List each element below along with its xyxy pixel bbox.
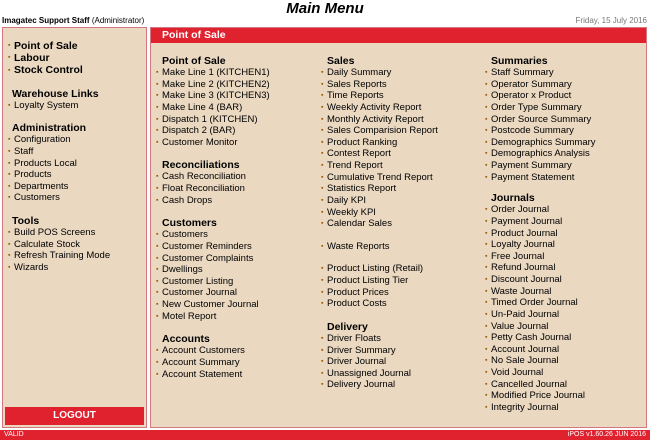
status-bar <box>0 430 650 440</box>
menu-column <box>156 55 316 380</box>
bullet-icon: ▪ <box>485 206 488 214</box>
menu-item[interactable]: ▪ Payment Summary <box>485 160 572 172</box>
bullet-icon: ▪ <box>156 266 159 274</box>
bullet-icon: ▪ <box>485 162 488 169</box>
sidebar-item-customers[interactable]: ▪ Customers <box>8 192 60 204</box>
bullet-icon: ▪ <box>321 358 324 366</box>
bullet-icon: ▪ <box>485 264 488 272</box>
sidebar-item-stock-control[interactable]: ▪ Stock Control <box>8 64 83 77</box>
bullet-icon: ▪ <box>321 103 324 111</box>
menu-item[interactable]: ▪ Free Journal <box>485 250 545 262</box>
menu-item[interactable]: ▪ Customer Listing <box>156 275 234 287</box>
sidebar-item-refresh-training-mode[interactable]: ▪ Refresh Training Mode <box>8 250 111 262</box>
bullet-icon: ▪ <box>321 369 324 377</box>
menu-section-list <box>485 204 645 413</box>
menu-section-list <box>321 67 481 230</box>
bullet-icon: ▪ <box>321 162 324 169</box>
bullet-icon: ▪ <box>321 381 324 389</box>
bullet-icon: ▪ <box>485 92 488 100</box>
bullet-icon: ▪ <box>485 392 488 400</box>
bullet-icon: ▪ <box>156 231 159 239</box>
menu-item[interactable]: ▪ Product Listing Tier <box>321 275 409 287</box>
bullet-icon: ▪ <box>8 240 11 248</box>
menu-item[interactable]: ▪ Demographics Analysis <box>485 148 590 160</box>
bullet-icon: ▪ <box>485 345 488 353</box>
sidebar-item-products-local[interactable]: ▪ Products Local <box>8 157 77 169</box>
bullet-icon: ▪ <box>156 103 159 111</box>
current-date: Friday, 15 July 2016 <box>575 16 647 25</box>
menu-item[interactable]: ▪ Make Line 2 (KITCHEN2) <box>156 78 270 90</box>
bullet-icon: ▪ <box>321 150 324 158</box>
menu-item[interactable]: ▪ Loyalty Journal <box>485 239 555 251</box>
menu-item[interactable]: ▪ Delivery Journal <box>321 379 396 391</box>
sidebar-group-list <box>3 100 146 112</box>
bullet-icon: ▪ <box>485 357 488 365</box>
menu-section-title: Sales <box>327 55 355 67</box>
bullet-icon: ▪ <box>8 101 11 109</box>
menu-section-list <box>321 241 481 253</box>
bullet-icon: ▪ <box>485 369 488 376</box>
bullet-icon: ▪ <box>8 136 11 144</box>
bullet-icon: ▪ <box>156 185 159 192</box>
bullet-icon: ▪ <box>321 185 324 193</box>
sidebar-group-title: Tools <box>12 215 40 228</box>
bullet-icon: ▪ <box>156 69 159 76</box>
menu-section-list <box>156 67 316 148</box>
sidebar-group-title: Administration <box>12 122 87 135</box>
menu-item[interactable]: ▪ Motel Report <box>156 310 217 322</box>
menu-item[interactable]: ▪ Account Summary <box>156 357 240 369</box>
bullet-icon: ▪ <box>156 138 159 146</box>
menu-item[interactable]: ▪ Dispatch 1 (KITCHEN) <box>156 113 258 125</box>
menu-item[interactable]: ▪ Un-Paid Journal <box>485 309 560 321</box>
menu-item[interactable]: ▪ Discount Journal <box>485 274 562 286</box>
bullet-icon: ▪ <box>8 182 11 190</box>
menu-item[interactable]: ▪ Product Prices <box>321 286 389 298</box>
menu-item[interactable]: ▪ Staff Summary <box>485 67 554 79</box>
logout-button[interactable]: LOGOUT <box>5 407 144 425</box>
bullet-icon: ▪ <box>485 138 488 146</box>
sidebar-item-configuration[interactable]: ▪ Configuration <box>8 134 71 146</box>
bullet-icon: ▪ <box>156 289 159 297</box>
menu-item[interactable]: ▪ Daily Summary <box>321 67 392 79</box>
menu-item[interactable]: ▪ Dwellings <box>156 264 203 276</box>
menu-item[interactable]: ▪ Make Line 1 (KITCHEN1) <box>156 67 270 79</box>
menu-item[interactable]: ▪ Make Line 3 (KITCHEN3) <box>156 90 270 102</box>
bullet-icon: ▪ <box>321 265 324 273</box>
bullet-icon: ▪ <box>485 403 488 411</box>
sidebar-item-labour[interactable]: ▪ Labour <box>8 52 50 65</box>
menu-section-list <box>321 263 481 310</box>
bullet-icon: ▪ <box>156 277 159 285</box>
main-panel-header: Point of Sale <box>151 28 646 43</box>
sidebar-group-title: Warehouse Links <box>12 87 99 100</box>
menu-section-title: Journals <box>491 192 535 205</box>
menu-item[interactable]: ▪ Unassigned Journal <box>321 367 411 379</box>
menu-item[interactable]: ▪ Account Customers <box>156 345 245 357</box>
sidebar-item-departments[interactable]: ▪ Departments <box>8 181 69 192</box>
sidebar-item-build-pos-screens[interactable]: ▪ Build POS Screens <box>8 227 96 239</box>
bullet-icon: ▪ <box>156 127 159 135</box>
bullet-icon: ▪ <box>156 173 159 181</box>
menu-item[interactable]: ▪ Driver Journal <box>321 356 387 368</box>
menu-item[interactable]: ▪ Postcode Summary <box>485 125 574 137</box>
menu-item[interactable]: ▪ Refund Journal <box>485 262 556 274</box>
menu-item[interactable]: ▪ Sales Comparision Report <box>321 125 438 137</box>
sidebar-top-list <box>3 40 146 77</box>
menu-item[interactable]: ▪ Customers <box>156 229 208 241</box>
menu-section-list <box>321 333 481 391</box>
version-label: iPOS v1.60.26 JUN 2016 <box>567 431 646 438</box>
menu-item[interactable]: ▪ Order Type Summary <box>485 102 582 114</box>
bullet-icon: ▪ <box>485 287 488 295</box>
menu-item[interactable]: ▪ Sales Reports <box>321 78 387 90</box>
sidebar-item-products[interactable]: ▪ Products <box>8 169 52 181</box>
menu-section-title: Point of Sale <box>162 55 226 67</box>
bullet-icon: ▪ <box>485 103 488 111</box>
menu-item[interactable]: ▪ Float Reconciliation <box>156 183 245 195</box>
menu-item[interactable]: ▪ Void Journal <box>485 367 544 379</box>
bullet-icon: ▪ <box>485 380 488 388</box>
menu-item[interactable]: ▪ Operator Summary <box>485 78 572 90</box>
menu-section-title: Accounts <box>162 333 210 346</box>
menu-section-title: Summaries <box>491 55 548 67</box>
menu-item[interactable]: ▪ No Sale Journal <box>485 355 559 367</box>
bullet-icon: ▪ <box>485 69 488 76</box>
sidebar-group-list <box>3 134 146 204</box>
bullet-icon: ▪ <box>485 217 488 225</box>
bullet-icon: ▪ <box>485 150 488 158</box>
sidebar <box>2 27 147 428</box>
bullet-icon: ▪ <box>321 346 324 354</box>
bullet-icon: ▪ <box>485 173 488 181</box>
bullet-icon: ▪ <box>156 115 159 123</box>
bullet-icon: ▪ <box>321 138 324 146</box>
menu-item[interactable]: ▪ Contest Report <box>321 148 391 160</box>
bullet-icon: ▪ <box>485 310 488 318</box>
menu-section-list <box>156 345 316 380</box>
menu-item[interactable]: ▪ Operator x Product <box>485 90 572 102</box>
menu-item[interactable]: ▪ Time Reports <box>321 90 384 102</box>
status-valid: VALID <box>4 431 24 438</box>
menu-item[interactable]: ▪ Product Journal <box>485 227 558 239</box>
menu-item[interactable]: ▪ Monthly Activity Report <box>321 113 424 125</box>
menu-item[interactable]: ▪ Modified Price Journal <box>485 390 585 402</box>
sidebar-item-staff[interactable]: ▪ Staff <box>8 146 34 158</box>
menu-item[interactable]: ▪ Daily KPI <box>321 195 367 207</box>
bullet-icon: ▪ <box>8 252 11 260</box>
bullet-icon: ▪ <box>485 252 488 260</box>
bullet-icon: ▪ <box>156 196 159 204</box>
menu-item[interactable]: ▪ Waste Journal <box>485 285 552 297</box>
menu-item[interactable]: ▪ Trend Report <box>321 160 383 172</box>
menu-item[interactable]: ▪ Product Ranking <box>321 136 398 148</box>
sidebar-item-wizards[interactable]: ▪ Wizards <box>8 262 49 274</box>
menu-item[interactable]: ▪ Weekly Activity Report <box>321 102 422 114</box>
bullet-icon: ▪ <box>321 334 324 342</box>
menu-item[interactable]: ▪ Value Journal <box>485 320 549 332</box>
menu-section-title: Customers <box>162 217 217 230</box>
menu-item[interactable]: ▪ Cash Drops <box>156 194 213 206</box>
menu-item[interactable]: ▪ Customer Reminders <box>156 241 252 253</box>
bullet-icon: ▪ <box>156 358 159 366</box>
bullet-icon: ▪ <box>8 194 11 202</box>
bullet-icon: ▪ <box>156 242 159 250</box>
menu-column <box>485 55 645 414</box>
user-role: (Administrator) <box>91 16 145 25</box>
bullet-icon: ▪ <box>485 229 488 237</box>
menu-item[interactable]: ▪ Account Statement <box>156 368 243 380</box>
bullet-icon: ▪ <box>8 66 11 74</box>
bullet-icon: ▪ <box>321 288 324 296</box>
bullet-icon: ▪ <box>321 208 324 216</box>
bullet-icon: ▪ <box>321 196 324 204</box>
bullet-icon: ▪ <box>321 300 324 308</box>
menu-item[interactable]: ▪ Driver Summary <box>321 344 396 356</box>
bullet-icon: ▪ <box>321 220 324 228</box>
bullet-icon: ▪ <box>321 69 324 76</box>
menu-item[interactable]: ▪ Driver Floats <box>321 333 381 345</box>
menu-section-list <box>485 67 645 183</box>
bullet-icon: ▪ <box>8 159 11 167</box>
bullet-icon: ▪ <box>156 92 159 100</box>
menu-item[interactable]: ▪ Account Journal <box>485 343 560 355</box>
bullet-icon: ▪ <box>156 254 159 262</box>
menu-column <box>321 55 481 391</box>
user-name: Imagatec Support Staff <box>2 16 90 25</box>
menu-item[interactable]: ▪ Demographics Summary <box>485 136 596 148</box>
menu-item[interactable]: ▪ Customer Complaints <box>156 252 254 264</box>
menu-section-title: Reconciliations <box>162 159 240 172</box>
menu-section-list <box>156 229 316 322</box>
menu-item[interactable]: ▪ Payment Statement <box>485 171 575 183</box>
bullet-icon: ▪ <box>8 54 11 62</box>
bullet-icon: ▪ <box>156 312 159 320</box>
bullet-icon: ▪ <box>485 334 488 342</box>
bullet-icon: ▪ <box>485 241 488 249</box>
bullet-icon: ▪ <box>8 229 11 237</box>
page-title: Main Menu <box>286 0 364 17</box>
user-info <box>2 16 144 25</box>
menu-item[interactable]: ▪ Make Line 4 (BAR) <box>156 102 243 114</box>
menu-item[interactable]: ▪ Waste Reports <box>321 240 390 252</box>
menu-section-title: Delivery <box>327 320 368 333</box>
menu-item[interactable]: ▪ Cash Reconciliation <box>156 171 246 183</box>
bullet-icon: ▪ <box>321 127 324 135</box>
bullet-icon: ▪ <box>485 276 488 283</box>
menu-item[interactable]: ▪ Order Source Summary <box>485 113 592 125</box>
menu-item[interactable]: ▪ Cumulative Trend Report <box>321 171 433 183</box>
menu-item[interactable]: ▪ New Customer Journal <box>156 299 259 311</box>
bullet-icon: ▪ <box>321 92 324 100</box>
bullet-icon: ▪ <box>8 42 11 50</box>
menu-item[interactable]: ▪ Payment Journal <box>485 216 563 228</box>
menu-item[interactable]: ▪ Calendar Sales <box>321 218 392 230</box>
menu-item[interactable]: ▪ Customer Monitor <box>156 136 238 148</box>
bullet-icon: ▪ <box>156 301 159 308</box>
menu-section-list <box>156 171 316 206</box>
bullet-icon: ▪ <box>321 242 324 250</box>
menu-item[interactable]: ▪ Timed Order Journal <box>485 297 578 309</box>
sidebar-group-list <box>3 227 146 274</box>
menu-item[interactable]: ▪ Petty Cash Journal <box>485 332 572 344</box>
bullet-icon: ▪ <box>485 127 488 135</box>
bullet-icon: ▪ <box>321 277 324 284</box>
menu-item[interactable]: ▪ Order Journal <box>485 204 550 216</box>
sidebar-item-loyalty-system[interactable]: ▪ Loyalty System <box>8 99 79 111</box>
menu-item[interactable]: ▪ Product Costs <box>321 298 387 310</box>
bullet-icon: ▪ <box>321 80 324 88</box>
main-panel <box>150 27 647 428</box>
bullet-icon: ▪ <box>8 171 11 179</box>
bullet-icon: ▪ <box>485 322 488 330</box>
bullet-icon: ▪ <box>8 263 11 271</box>
bullet-icon: ▪ <box>8 147 11 155</box>
bullet-icon: ▪ <box>485 299 488 307</box>
bullet-icon: ▪ <box>156 80 159 88</box>
menu-item[interactable]: ▪ Cancelled Journal <box>485 378 568 390</box>
menu-item[interactable]: ▪ Statistics Report <box>321 183 397 195</box>
menu-item[interactable]: ▪ Product Listing (Retail) <box>321 263 424 275</box>
bullet-icon: ▪ <box>156 347 159 355</box>
menu-item[interactable]: ▪ Integrity Journal <box>485 402 559 414</box>
sidebar-item-calculate-stock[interactable]: ▪ Calculate Stock <box>8 238 81 250</box>
bullet-icon: ▪ <box>485 80 488 88</box>
bullet-icon: ▪ <box>321 173 324 181</box>
bullet-icon: ▪ <box>485 115 488 123</box>
menu-item[interactable]: ▪ Customer Journal <box>156 287 237 299</box>
menu-item[interactable]: ▪ Dispatch 2 (BAR) <box>156 125 236 137</box>
bullet-icon: ▪ <box>321 115 324 123</box>
sidebar-item-point-of-sale[interactable]: ▪ Point of Sale <box>8 40 78 52</box>
menu-item[interactable]: ▪ Weekly KPI <box>321 206 376 218</box>
bullet-icon: ▪ <box>156 370 159 378</box>
